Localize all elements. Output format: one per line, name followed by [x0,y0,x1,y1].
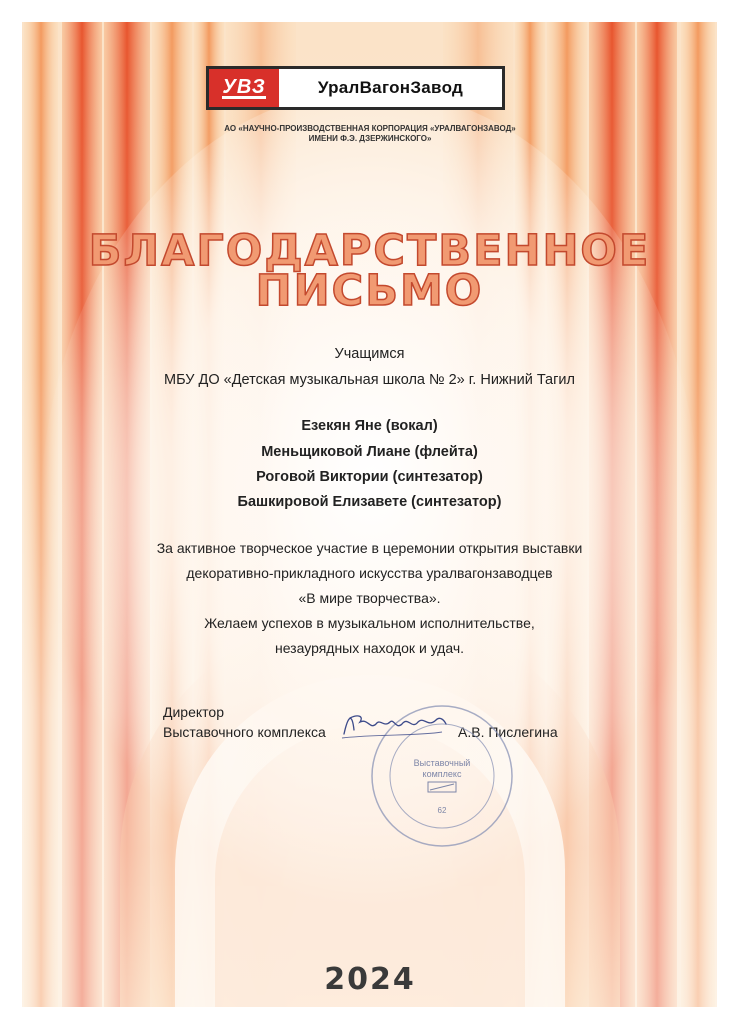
message-line-1: За активное творческое участие в церемонии открытия выставки [156,540,583,556]
organization-line-2: ИМЕНИ Ф.Э. ДЗЕРЖИНСКОГО» [308,134,432,143]
organization-line-1: АО «НАУЧНО-ПРОИЗВОДСТВЕННАЯ КОРПОРАЦИЯ «УРАЛВАГОНЗАВОД» [224,124,516,133]
uvz-stamp-logo-icon [428,782,456,792]
title-line-2: ПИСЬМО [255,266,484,316]
handwritten-signature [338,708,450,744]
svg-text:Выставочный: Выставочный [413,758,471,768]
signatory-name: А.В. Пислегина [458,724,558,740]
recipient-line-2: МБУ ДО «Детская музыкальная школа № 2» г. Нижний Тагил [164,372,575,388]
stamp-number: 62 [437,806,447,815]
company-logo [206,66,505,110]
logo-name: УралВагонЗавод [317,78,464,97]
svg-text:комплекс: комплекс [422,769,462,779]
student-1: Езекян Яне (вокал) [301,418,438,434]
year: 2024 [324,962,416,997]
uvz-logo-icon [209,69,279,107]
signatory-title-1: Директор [163,704,224,720]
message-line-4: Желаем успехов в музыкальном исполнительстве, [204,615,535,631]
student-2: Меньщиковой Лиане (флейта) [261,444,478,460]
logo-mark-text: УВЗ [222,75,266,98]
title-line-1: БЛАГОДАРСТВЕННОЕ [88,226,651,276]
message-line-3: «В мире творчества». [298,590,441,606]
message-line-5: незаурядных находок и удач. [274,640,465,656]
recipient-line-1: Учащимся [334,346,405,362]
student-3: Роговой Виктории (синтезатор) [256,469,483,485]
message-line-2: декоративно-прикладного искусства уралвагонзаводцев [186,565,553,581]
stamp-center-text [414,758,471,779]
student-4: Башкировой Елизавете (синтезатор) [237,494,502,510]
signatory-title-2: Выставочного комплекса [163,724,326,740]
